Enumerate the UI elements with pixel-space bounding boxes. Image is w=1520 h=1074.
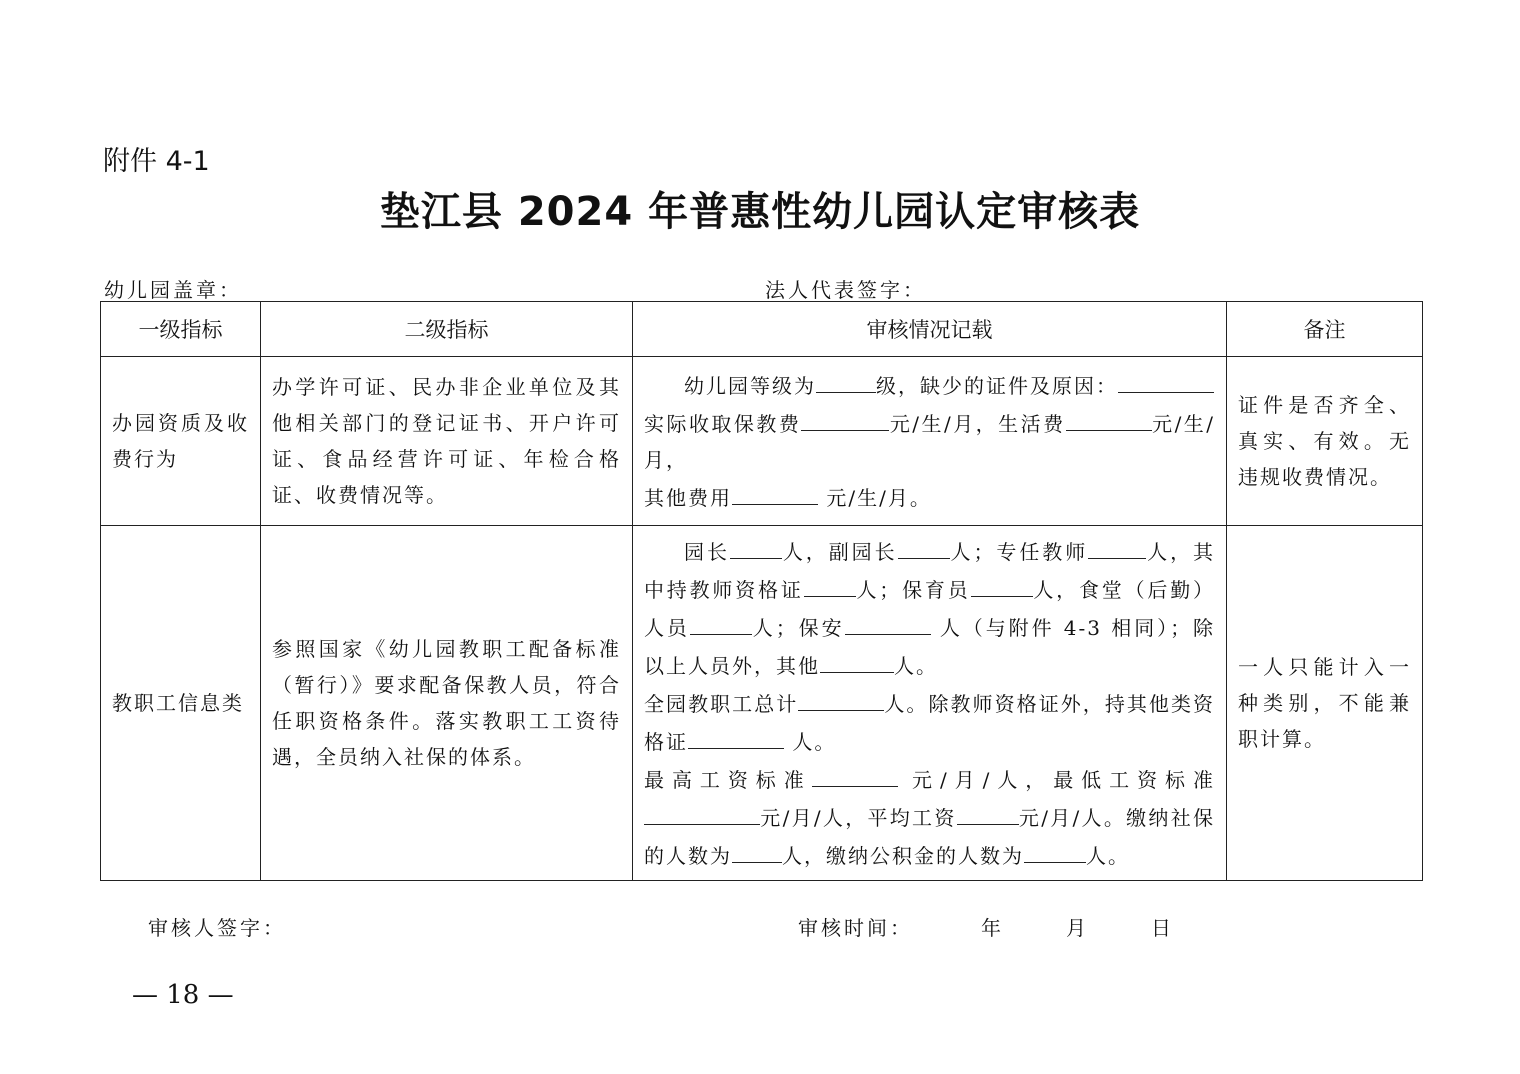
page-number: — 18 — — [132, 980, 234, 1010]
other-fee-blank[interactable] — [732, 478, 818, 505]
teacher-blank[interactable] — [1088, 532, 1146, 559]
record-cell: 幼儿园等级为 级，缺少的证件及原因： 实际收取保教费 元/生/月，生活费 元/生/月， 其他费用 元/生/月。 — [634, 366, 1225, 516]
canteen-staff-blank[interactable] — [690, 608, 752, 635]
living-fee-blank[interactable] — [1066, 404, 1152, 431]
page-title: 垫江县 2024 年普惠性幼儿园认定审核表 — [379, 189, 1141, 235]
date-day: 日 — [1151, 916, 1174, 940]
level1-cell: 教职工信息类 — [112, 691, 244, 715]
certified-teacher-blank[interactable] — [804, 570, 856, 597]
reviewer-label: 审核人签字： — [148, 916, 286, 940]
social-insurance-blank[interactable] — [732, 836, 782, 863]
housing-fund-blank[interactable] — [1024, 836, 1086, 863]
record-cell: 园长 人，副园长 人；专任教师 人，其中持教师资格证 人；保育员 人，食堂（后勤）人员 人；保安 人（与附件 4-3 相同）；除以上人员外，其他 人。 全园教职工总计 人。除教师资格证外，持其他类资格证 人。 最高工资标准 元/月/人，最低工资标准元/月/人，平均工资 元/月/人。缴纳社保的人数为 人，缴纳公积金的人数为 人。 — [634, 532, 1225, 874]
seal-label: 幼儿园盖章： — [104, 278, 242, 302]
header-level2: 二级指标 — [261, 302, 633, 357]
avg-wage-blank[interactable] — [957, 798, 1019, 825]
other-certificate-blank[interactable] — [688, 722, 784, 749]
level2-cell: 办学许可证、民办非企业单位及其他相关部门的登记证书、开户许可证、食品经营许可证、年检合格证、收费情况等。 — [272, 375, 621, 507]
security-blank[interactable] — [845, 608, 931, 635]
missing-docs-blank[interactable] — [1118, 366, 1214, 393]
date-year: 年 — [981, 916, 1004, 940]
header-note: 备注 — [1227, 302, 1423, 357]
note-cell: 证件是否齐全、真实、有效。无违规收费情况。 — [1238, 393, 1411, 489]
grade-blank[interactable] — [816, 366, 876, 393]
level2-cell: 参照国家《幼儿园教职工配备标准（暂行）》要求配备保教人员，符合任职资格条件。落实教职工工资待遇，全员纳入社保的体系。 — [272, 637, 621, 769]
header-record: 审核情况记载 — [633, 302, 1227, 357]
total-staff-blank[interactable] — [798, 684, 884, 711]
principal-blank[interactable] — [730, 532, 782, 559]
other-staff-blank[interactable] — [820, 646, 894, 673]
review-time-label: 审核时间： — [798, 916, 913, 940]
tuition-fee-blank[interactable] — [801, 404, 889, 431]
table-row — [101, 526, 1423, 881]
header-level1: 一级指标 — [101, 302, 261, 357]
annex-label: 附件 4-1 — [103, 146, 210, 177]
review-time — [798, 912, 1174, 941]
min-wage-blank[interactable] — [644, 798, 760, 825]
table-header-row — [101, 302, 1423, 357]
note-cell: 一人只能计入一种类别，不能兼职计算。 — [1238, 655, 1411, 751]
level1-cell: 办园资质及收费行为 — [112, 411, 249, 471]
legal-rep-label: 法人代表签字： — [765, 278, 926, 302]
table-row — [101, 357, 1423, 526]
vice-principal-blank[interactable] — [898, 532, 950, 559]
audit-table — [100, 301, 1423, 881]
date-month: 月 — [1066, 916, 1089, 940]
caregiver-blank[interactable] — [971, 570, 1033, 597]
max-wage-blank[interactable] — [812, 760, 898, 787]
